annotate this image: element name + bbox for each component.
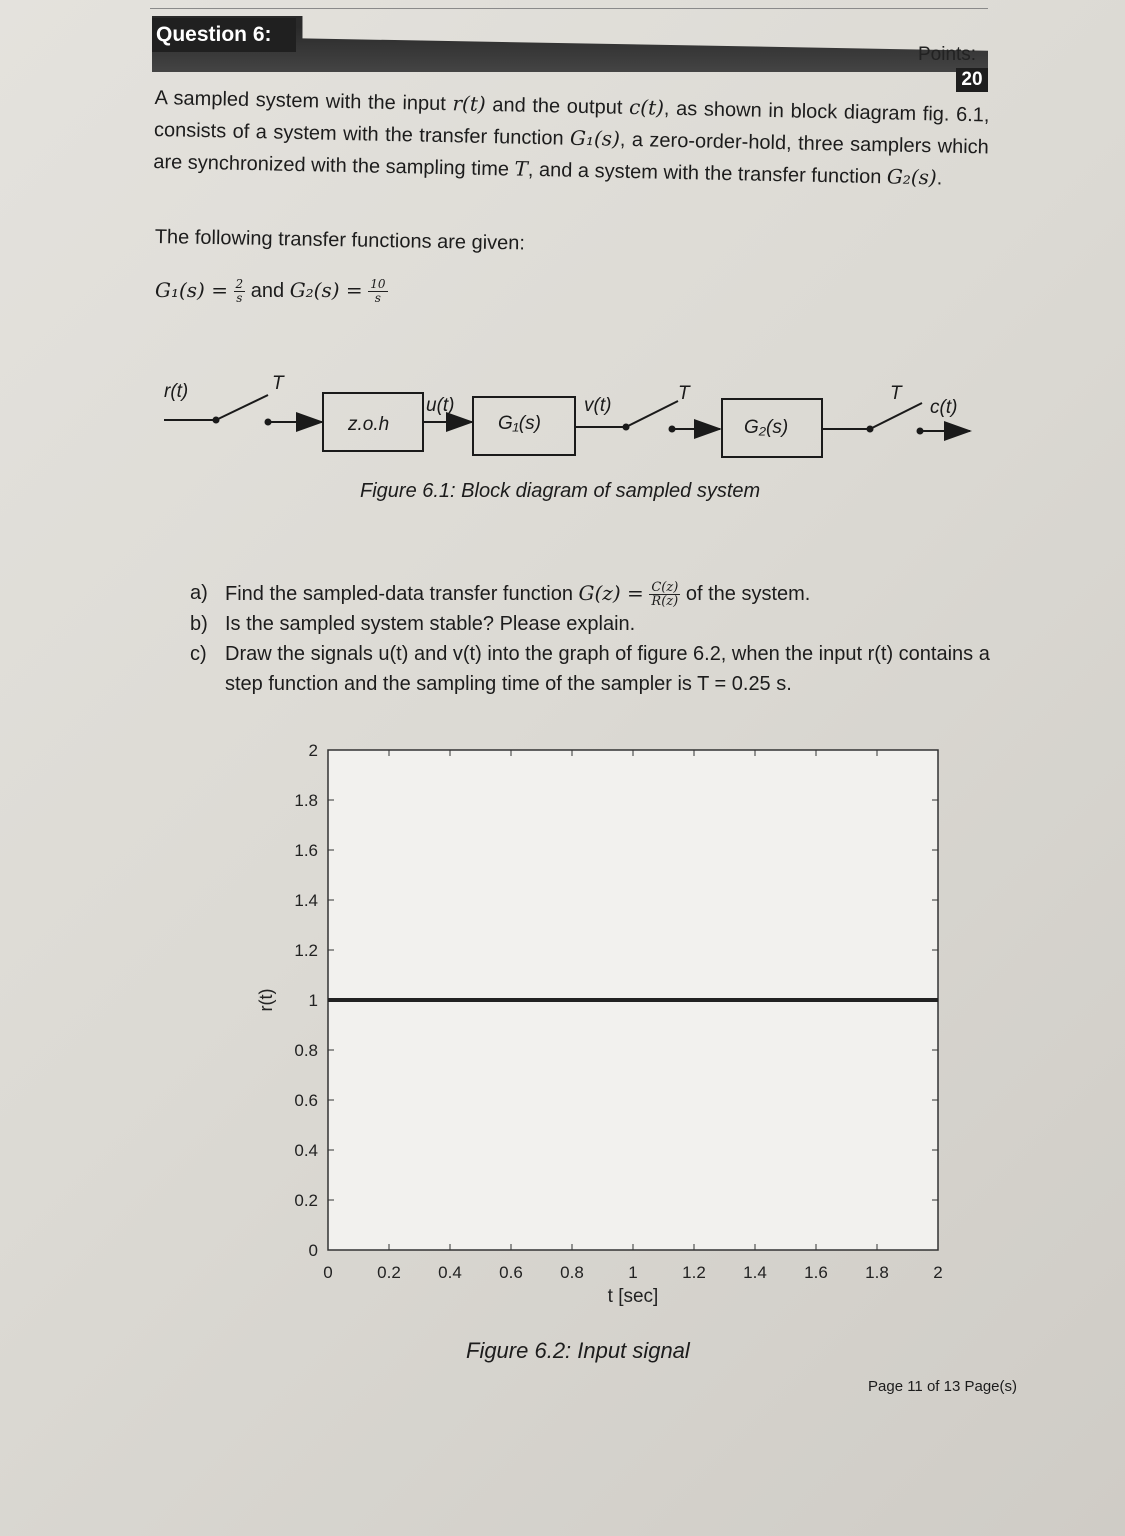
question-list xyxy=(190,578,1020,699)
x-tick-label: 0.6 xyxy=(499,1263,523,1282)
figure-6-1-caption: Figure 6.1: Block diagram of sampled system xyxy=(360,480,761,502)
given-heading: The following transfer functions are given: xyxy=(154,226,526,255)
x-tick-label: 1.2 xyxy=(682,1263,706,1282)
points-label: Points: xyxy=(918,44,977,65)
x-tick-label: 1.6 xyxy=(804,1263,828,1282)
y-tick-label: 1 xyxy=(308,991,318,1010)
g1-label: G₁(s) xyxy=(498,413,541,434)
sampler-3-switch xyxy=(870,403,922,429)
y-tick-label: 1.6 xyxy=(294,841,318,860)
figure-6-2-caption: Figure 6.2: Input signal xyxy=(466,1338,690,1363)
g2-label: G₂(s) xyxy=(744,417,789,438)
page-number: Page 11 of 13 Page(s) xyxy=(868,1378,1017,1395)
zoh-label: z.o.h xyxy=(348,414,390,435)
y-tick-label: 1.2 xyxy=(294,941,318,960)
x-tick-label: 2 xyxy=(933,1263,943,1282)
y-tick-label: 0 xyxy=(308,1241,318,1260)
y-axis-label: r(t) xyxy=(256,988,276,1012)
input-label: r(t) xyxy=(164,381,189,402)
sampler-1-switch xyxy=(216,395,268,420)
sampler-3-label: T xyxy=(890,383,902,404)
x-tick-label: 1.8 xyxy=(865,1263,889,1282)
block-diagram xyxy=(150,365,990,475)
v-label: v(t) xyxy=(584,395,612,416)
y-tick-label: 0.8 xyxy=(294,1041,318,1060)
u-label: u(t) xyxy=(426,395,455,416)
points-value: 20 xyxy=(956,68,988,92)
top-rule xyxy=(150,8,988,9)
question-b: b) Is the sampled system stable? Please explain. xyxy=(190,613,636,635)
sampler-1-label: T xyxy=(272,373,284,394)
question-title: Question 6: xyxy=(152,18,296,52)
question-a: a) Find the sampled-data transfer function G(z) = $\frac{C(z)}{R(z)}$ of the system. xyxy=(190,580,811,610)
input-signal-chart xyxy=(250,735,970,1325)
y-tick-label: 2 xyxy=(308,741,318,760)
y-tick-label: 0.4 xyxy=(294,1141,318,1160)
y-tick-label: 0.6 xyxy=(294,1091,318,1110)
output-label: c(t) xyxy=(930,397,958,418)
question-c: c) Draw the signals u(t) and v(t) into the graph of figure 6.2, when the input r(t) contains a step function and the sampling time of the sampler is T = 0.25 s. xyxy=(190,643,990,695)
x-tick-label: 1.4 xyxy=(743,1263,767,1282)
x-tick-label: 1 xyxy=(628,1263,638,1282)
x-tick-label: 0.2 xyxy=(377,1263,401,1282)
y-tick-label: 1.8 xyxy=(294,791,318,810)
y-tick-label: 0.2 xyxy=(294,1191,318,1210)
intro-paragraph: A sampled system with the input r(t) and the output c(t), as shown in block diagram fig. 6.1, consists of a system with the transfer function G₁(s), a zero-order-hold, three samplers which are synchronized with the sampling time T, and a system with the transfer function G₂(s). xyxy=(153,86,990,190)
x-axis-label: t [sec] xyxy=(607,1286,659,1307)
sampler-2-switch xyxy=(626,401,678,427)
sampler-2-label: T xyxy=(678,383,690,404)
transfer-functions: G₁(s) = $\frac{2}{s}$ and G₂(s) = $\frac{10}{s}$ xyxy=(155,277,386,306)
y-tick-label: 1.4 xyxy=(294,891,318,910)
x-tick-label: 0.8 xyxy=(560,1263,584,1282)
x-tick-label: 0 xyxy=(323,1263,333,1282)
x-tick-label: 0.4 xyxy=(438,1263,462,1282)
